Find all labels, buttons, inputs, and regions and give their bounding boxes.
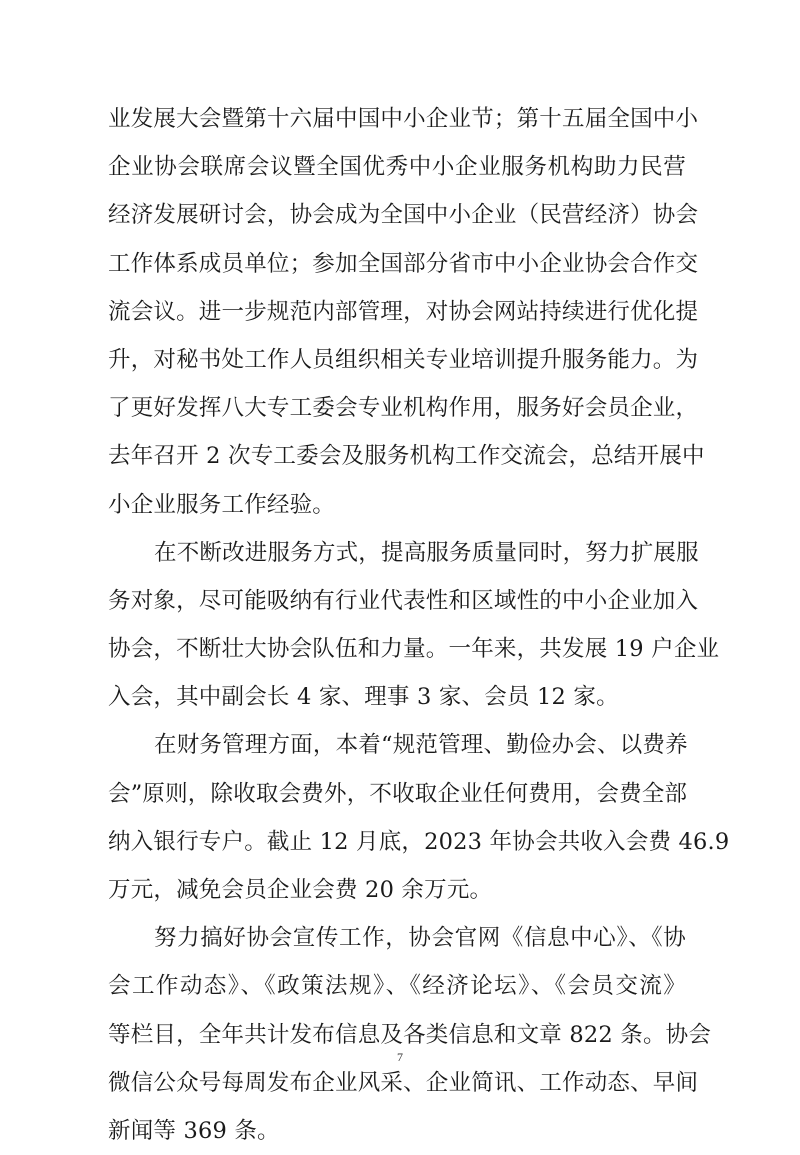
paragraph-line: 业发展大会暨第十六届中国中小企业节；第十五届全国中小 [108,106,699,132]
paragraph-line: 会工作动态》、《政策法规》、《经济论坛》、《会员交流》 [108,973,686,1000]
paragraph-line: 流会议。进一步规范内部管理，对协会网站持续进行优化提 [108,298,699,325]
paragraph-line: 务对象，尽可能吸纳有行业代表性和区域性的中小企业加入 [108,587,699,614]
paragraph-line: 了更好发挥八大专工委会专业机构作用，服务好会员企业， [108,395,699,422]
paragraph-line: 企业协会联席会议暨全国优秀中小企业服务机构助力民营 [108,154,686,181]
page-number: 7 [397,1050,403,1064]
paragraph-line: 入会，其中副会长 4 家、理事 3 家、会员 12 家。 [108,684,619,711]
paragraph-line: 工作体系成员单位；参加全国部分省市中小企业协会合作交 [108,250,699,277]
paragraph-line: 会”原则，除收取会费外，不收取企业任何费用，会费全部 [108,780,688,807]
paragraph-3 [108,721,730,914]
paragraph-line: 新闻等 369 条。 [108,1117,280,1144]
paragraph-4 [108,914,712,1155]
paragraph-line: 努力搞好协会宣传工作，协会官网《信息中心》、《协 [154,925,686,952]
paragraph-line: 去年召开 2 次专工委会及服务机构工作交流会，总结开展中 [108,443,705,470]
paragraph-line: 经济发展研讨会，协会成为全国中小企业（民营经济）协会 [108,202,699,229]
paragraph-line: 纳入银行专户。截止 12 月底，2023 年协会共收入会费 46.9 [108,828,730,855]
paragraph-line: 等栏目，全年共计发布信息及各类信息和文章 822 条。协会 [108,1021,712,1048]
paragraph-line: 升，对秘书处工作人员组织相关专业培训提升服务能力。为 [108,346,699,373]
paragraph-line: 万元，减免会员企业会费 20 余万元。 [108,877,493,903]
paragraph-line: 小企业服务工作经验。 [108,491,336,518]
body-text [108,95,730,1155]
paragraph-line: 微信公众号每周发布企业风采、企业简讯、工作动态、早间 [108,1069,699,1096]
paragraph-2 [108,529,720,722]
paragraph-line: 在不断改进服务方式，提高服务质量同时，努力扩展服 [154,539,699,566]
paragraph-line: 协会，不断壮大协会队伍和力量。一年来，共发展 19 户企业 [108,636,720,663]
paragraph-1 [108,95,705,529]
paragraph-line: 在财务管理方面，本着“规范管理、勤俭办会、以费养 [154,732,688,759]
